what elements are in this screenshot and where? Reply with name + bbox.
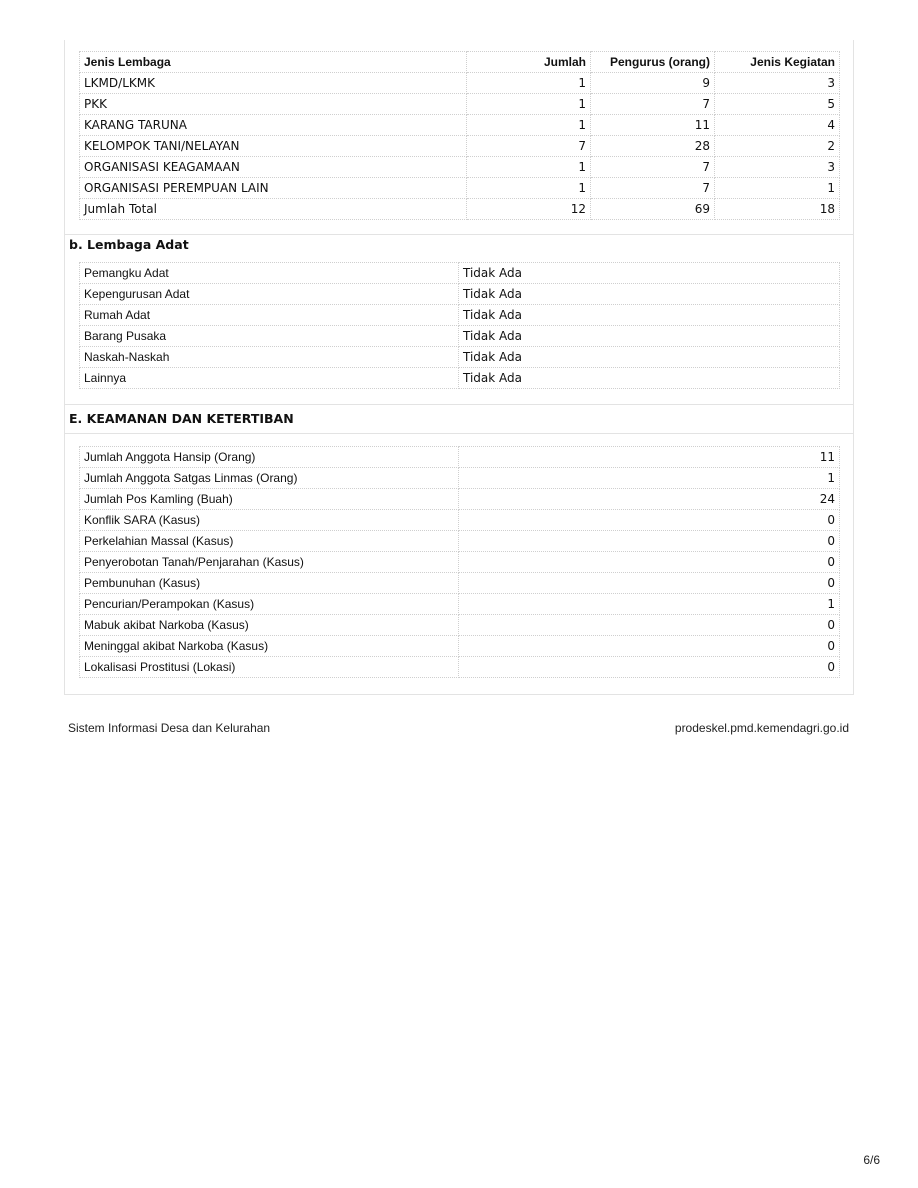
pengurus-cell: 9	[591, 73, 715, 94]
adat-value-cell: Tidak Ada	[459, 368, 840, 389]
jenis-lembaga-cell: KELOMPOK TANI/NELAYAN	[80, 136, 467, 157]
keamanan-value-cell: 0	[459, 573, 840, 594]
keamanan-label-cell: Jumlah Pos Kamling (Buah)	[80, 489, 459, 510]
col-header-jenis-lembaga: Jenis Lembaga	[80, 52, 467, 73]
jenis-lembaga-cell: ORGANISASI KEAGAMAAN	[80, 157, 467, 178]
adat-value-cell: Tidak Ada	[459, 263, 840, 284]
keamanan-label-cell: Lokalisasi Prostitusi (Lokasi)	[80, 657, 459, 678]
keamanan-value-cell: 0	[459, 552, 840, 573]
kegiatan-cell: 3	[715, 73, 840, 94]
keamanan-label-cell: Mabuk akibat Narkoba (Kasus)	[80, 615, 459, 636]
jumlah-cell: 1	[467, 115, 591, 136]
keamanan-value-cell: 0	[459, 510, 840, 531]
lembaga-adat-table	[79, 262, 840, 389]
keamanan-value-cell: 11	[459, 447, 840, 468]
kegiatan-cell: 5	[715, 94, 840, 115]
kegiatan-cell: 3	[715, 157, 840, 178]
footer-website: prodeskel.pmd.kemendagri.go.id	[674, 721, 849, 735]
jenis-lembaga-cell: ORGANISASI PEREMPUAN LAIN	[80, 178, 467, 199]
keamanan-value-cell: 24	[459, 489, 840, 510]
lembaga-header-row	[80, 52, 840, 73]
keamanan-title: E. KEAMANAN DAN KETERTIBAN	[69, 411, 294, 426]
table-row	[80, 157, 840, 178]
page-number: 6/6	[863, 1153, 880, 1167]
pengurus-cell: 11	[591, 115, 715, 136]
total-label: Jumlah Total	[80, 199, 467, 220]
jenis-lembaga-cell: PKK	[80, 94, 467, 115]
table-row	[80, 489, 840, 510]
jenis-lembaga-cell: KARANG TARUNA	[80, 115, 467, 136]
keamanan-label-cell: Penyerobotan Tanah/Penjarahan (Kasus)	[80, 552, 459, 573]
keamanan-label-cell: Jumlah Anggota Satgas Linmas (Orang)	[80, 468, 459, 489]
jumlah-cell: 1	[467, 178, 591, 199]
table-row	[80, 573, 840, 594]
adat-label-cell: Lainnya	[80, 368, 459, 389]
adat-label-cell: Rumah Adat	[80, 305, 459, 326]
table-row	[80, 263, 840, 284]
keamanan-table	[79, 446, 840, 678]
keamanan-value-cell: 0	[459, 657, 840, 678]
keamanan-label-cell: Pembunuhan (Kasus)	[80, 573, 459, 594]
col-header-kegiatan: Jenis Kegiatan	[715, 52, 840, 73]
pengurus-cell: 7	[591, 157, 715, 178]
lembaga-total-row	[80, 199, 840, 220]
keamanan-value-cell: 0	[459, 531, 840, 552]
jumlah-cell: 1	[467, 94, 591, 115]
pengurus-cell: 7	[591, 178, 715, 199]
keamanan-label-cell: Pencurian/Perampokan (Kasus)	[80, 594, 459, 615]
kegiatan-cell: 1	[715, 178, 840, 199]
table-row	[80, 305, 840, 326]
table-row	[80, 615, 840, 636]
adat-value-cell: Tidak Ada	[459, 326, 840, 347]
jumlah-cell: 7	[467, 136, 591, 157]
jenis-lembaga-cell: LKMD/LKMK	[80, 73, 467, 94]
lembaga-adat-title: b. Lembaga Adat	[69, 237, 189, 252]
table-row	[80, 115, 840, 136]
table-row	[80, 136, 840, 157]
keamanan-label-cell: Jumlah Anggota Hansip (Orang)	[80, 447, 459, 468]
table-row	[80, 178, 840, 199]
lembaga-table	[79, 51, 840, 220]
keamanan-value-cell: 1	[459, 468, 840, 489]
kegiatan-cell: 2	[715, 136, 840, 157]
total-pengurus: 69	[591, 199, 715, 220]
table-row	[80, 510, 840, 531]
table-row	[80, 636, 840, 657]
table-row	[80, 368, 840, 389]
keamanan-value-cell: 0	[459, 636, 840, 657]
pengurus-cell: 7	[591, 94, 715, 115]
table-row	[80, 284, 840, 305]
pengurus-cell: 28	[591, 136, 715, 157]
footer-system-name: Sistem Informasi Desa dan Kelurahan	[68, 721, 271, 735]
adat-value-cell: Tidak Ada	[459, 305, 840, 326]
adat-label-cell: Kepengurusan Adat	[80, 284, 459, 305]
table-row	[80, 94, 840, 115]
total-kegiatan: 18	[715, 199, 840, 220]
keamanan-value-cell: 0	[459, 615, 840, 636]
jumlah-cell: 1	[467, 73, 591, 94]
keamanan-label-cell: Perkelahian Massal (Kasus)	[80, 531, 459, 552]
keamanan-value-cell: 1	[459, 594, 840, 615]
keamanan-label-cell: Konflik SARA (Kasus)	[80, 510, 459, 531]
adat-label-cell: Pemangku Adat	[80, 263, 459, 284]
col-header-pengurus: Pengurus (orang)	[591, 52, 715, 73]
table-row	[80, 531, 840, 552]
table-row	[80, 468, 840, 489]
adat-label-cell: Naskah-Naskah	[80, 347, 459, 368]
adat-value-cell: Tidak Ada	[459, 284, 840, 305]
table-row	[80, 552, 840, 573]
col-header-jumlah: Jumlah	[467, 52, 591, 73]
table-row	[80, 73, 840, 94]
keamanan-label-cell: Meninggal akibat Narkoba (Kasus)	[80, 636, 459, 657]
table-row	[80, 657, 840, 678]
table-row	[80, 447, 840, 468]
kegiatan-cell: 4	[715, 115, 840, 136]
table-row	[80, 326, 840, 347]
table-row	[80, 347, 840, 368]
adat-value-cell: Tidak Ada	[459, 347, 840, 368]
table-row	[80, 594, 840, 615]
adat-label-cell: Barang Pusaka	[80, 326, 459, 347]
jumlah-cell: 1	[467, 157, 591, 178]
total-jumlah: 12	[467, 199, 591, 220]
